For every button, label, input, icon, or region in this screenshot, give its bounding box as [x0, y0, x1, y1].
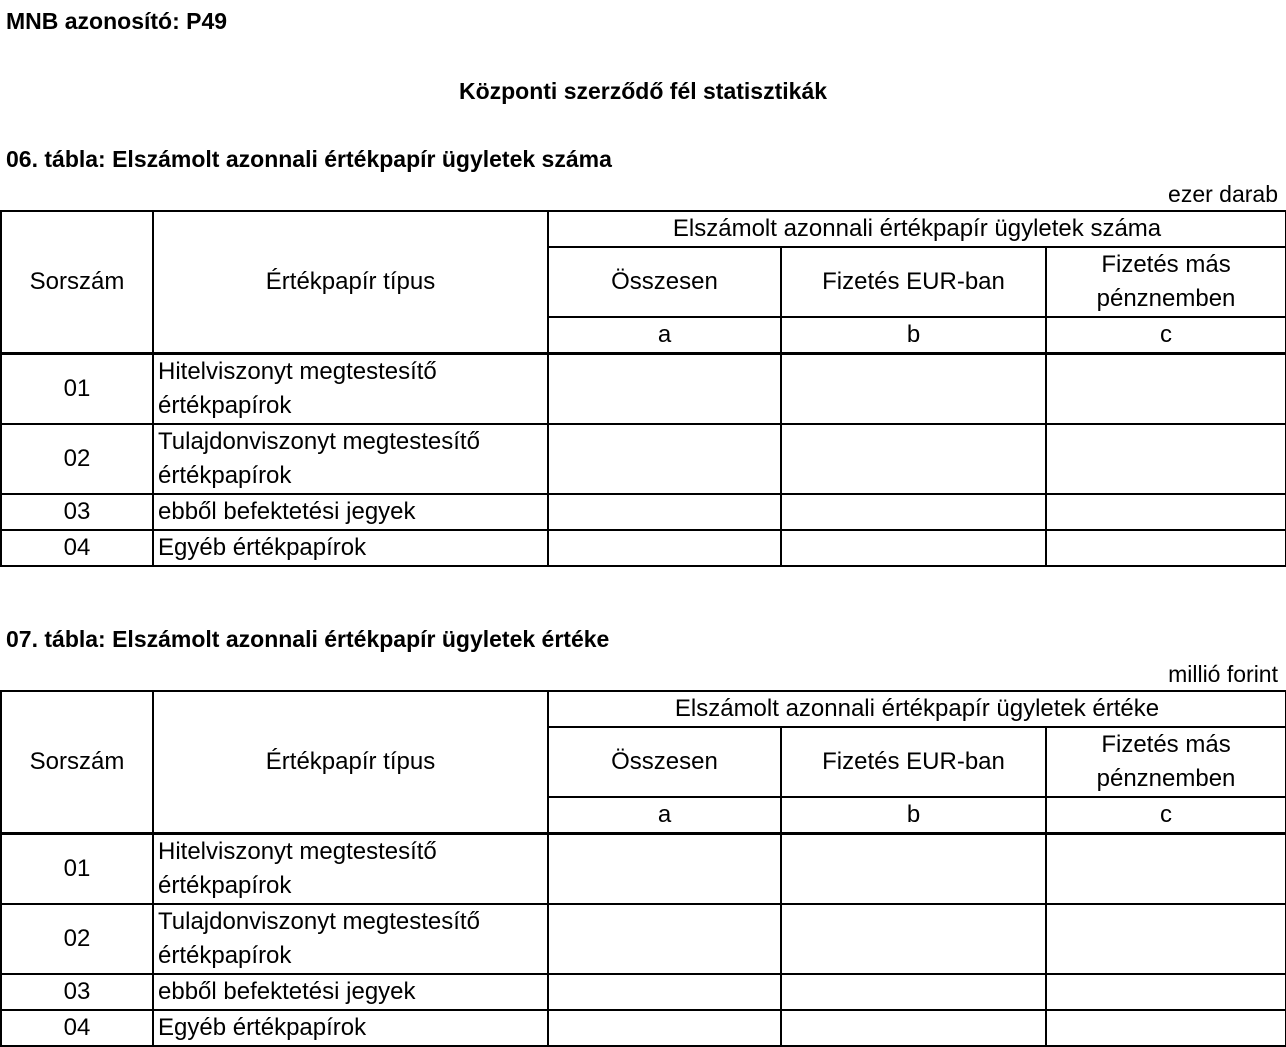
- cell-a[interactable]: [548, 424, 781, 494]
- document-title: Központi szerződő fél statisztikák: [458, 78, 828, 104]
- row-number: 03: [1, 494, 153, 530]
- table-06-unit: ezer darab: [1168, 181, 1278, 207]
- cell-a[interactable]: [548, 354, 781, 425]
- row-number: 01: [1, 834, 153, 905]
- cell-c[interactable]: [1046, 494, 1286, 530]
- cell-b[interactable]: [781, 424, 1046, 494]
- cell-c[interactable]: [1046, 530, 1286, 566]
- row-name-line-1: Hitelviszonyt megtestesítő: [158, 358, 437, 385]
- cell-b[interactable]: [781, 904, 1046, 974]
- row-name-line-2: értékpapírok: [158, 392, 292, 419]
- code-c: c: [1046, 317, 1286, 354]
- row-number: 01: [1, 354, 153, 425]
- row-number: 03: [1, 974, 153, 1010]
- table-row: [1, 974, 1286, 1010]
- cell-c[interactable]: [1046, 354, 1286, 425]
- row-name: Egyéb értékpapírok: [153, 530, 548, 566]
- table-row: [1, 1010, 1286, 1046]
- row-name: ebből befektetési jegyek: [153, 974, 548, 1010]
- table-row: [1, 424, 1286, 494]
- row-name-line-2: értékpapírok: [158, 872, 292, 899]
- code-c: c: [1046, 797, 1286, 834]
- mnb-identifier: MNB azonosító: P49: [6, 8, 228, 34]
- header-sorszam: Sorszám: [1, 691, 153, 834]
- cell-a[interactable]: [548, 974, 781, 1010]
- table-07-unit: millió forint: [1168, 661, 1278, 687]
- cell-b[interactable]: [781, 354, 1046, 425]
- cell-a[interactable]: [548, 834, 781, 905]
- table-07-title: 07. tábla: Elszámolt azonnali értékpapír ügyletek értéke: [6, 626, 610, 652]
- row-name-line-2: értékpapírok: [158, 942, 292, 969]
- cell-c[interactable]: [1046, 1010, 1286, 1046]
- header-other-line-1: Fizetés más: [1101, 731, 1231, 758]
- cell-a[interactable]: [548, 904, 781, 974]
- cell-a[interactable]: [548, 530, 781, 566]
- row-name: Egyéb értékpapírok: [153, 1010, 548, 1046]
- row-name-line-1: Tulajdonviszonyt megtestesítő: [158, 908, 480, 935]
- row-name: ebből befektetési jegyek: [153, 494, 548, 530]
- cell-b[interactable]: [781, 974, 1046, 1010]
- header-total: Összesen: [548, 247, 781, 317]
- header-other-line-2: pénznemben: [1096, 765, 1236, 792]
- cell-b[interactable]: [781, 530, 1046, 566]
- code-a: a: [548, 797, 781, 834]
- header-total: Összesen: [548, 727, 781, 797]
- table-06-title: 06. tábla: Elszámolt azonnali értékpapír ügyletek száma: [6, 146, 612, 172]
- header-sorszam: Sorszám: [1, 211, 153, 354]
- cell-a[interactable]: [548, 1010, 781, 1046]
- table-row: [1, 354, 1286, 425]
- header-security-type: Értékpapír típus: [153, 691, 548, 834]
- row-name: [153, 904, 548, 974]
- cell-c[interactable]: [1046, 974, 1286, 1010]
- cell-c[interactable]: [1046, 834, 1286, 905]
- table-row: [1, 494, 1286, 530]
- row-name-line-2: értékpapírok: [158, 462, 292, 489]
- row-number: 04: [1, 530, 153, 566]
- row-name-line-1: Hitelviszonyt megtestesítő: [158, 838, 437, 865]
- cell-a[interactable]: [548, 494, 781, 530]
- cell-b[interactable]: [781, 834, 1046, 905]
- cell-c[interactable]: [1046, 904, 1286, 974]
- row-name: [153, 834, 548, 905]
- row-number: 04: [1, 1010, 153, 1046]
- header-other-line-2: pénznemben: [1096, 285, 1236, 312]
- header-other-currency: [1046, 727, 1286, 797]
- row-name: [153, 354, 548, 425]
- cell-b[interactable]: [781, 494, 1046, 530]
- table-row: [1, 834, 1286, 905]
- header-group: Elszámolt azonnali értékpapír ügyletek száma: [548, 211, 1286, 247]
- row-name: [153, 424, 548, 494]
- code-a: a: [548, 317, 781, 354]
- table-row: [1, 904, 1286, 974]
- row-number: 02: [1, 904, 153, 974]
- header-other-currency: [1046, 247, 1286, 317]
- header-security-type: Értékpapír típus: [153, 211, 548, 354]
- row-number: 02: [1, 424, 153, 494]
- code-b: b: [781, 797, 1046, 834]
- header-group: Elszámolt azonnali értékpapír ügyletek értéke: [548, 691, 1286, 727]
- cell-c[interactable]: [1046, 424, 1286, 494]
- table-row: [1, 530, 1286, 566]
- code-b: b: [781, 317, 1046, 354]
- table-07: [0, 690, 1286, 1047]
- row-name-line-1: Tulajdonviszonyt megtestesítő: [158, 428, 480, 455]
- cell-b[interactable]: [781, 1010, 1046, 1046]
- header-other-line-1: Fizetés más: [1101, 251, 1231, 278]
- table-06: [0, 210, 1286, 567]
- header-eur: Fizetés EUR-ban: [781, 727, 1046, 797]
- header-eur: Fizetés EUR-ban: [781, 247, 1046, 317]
